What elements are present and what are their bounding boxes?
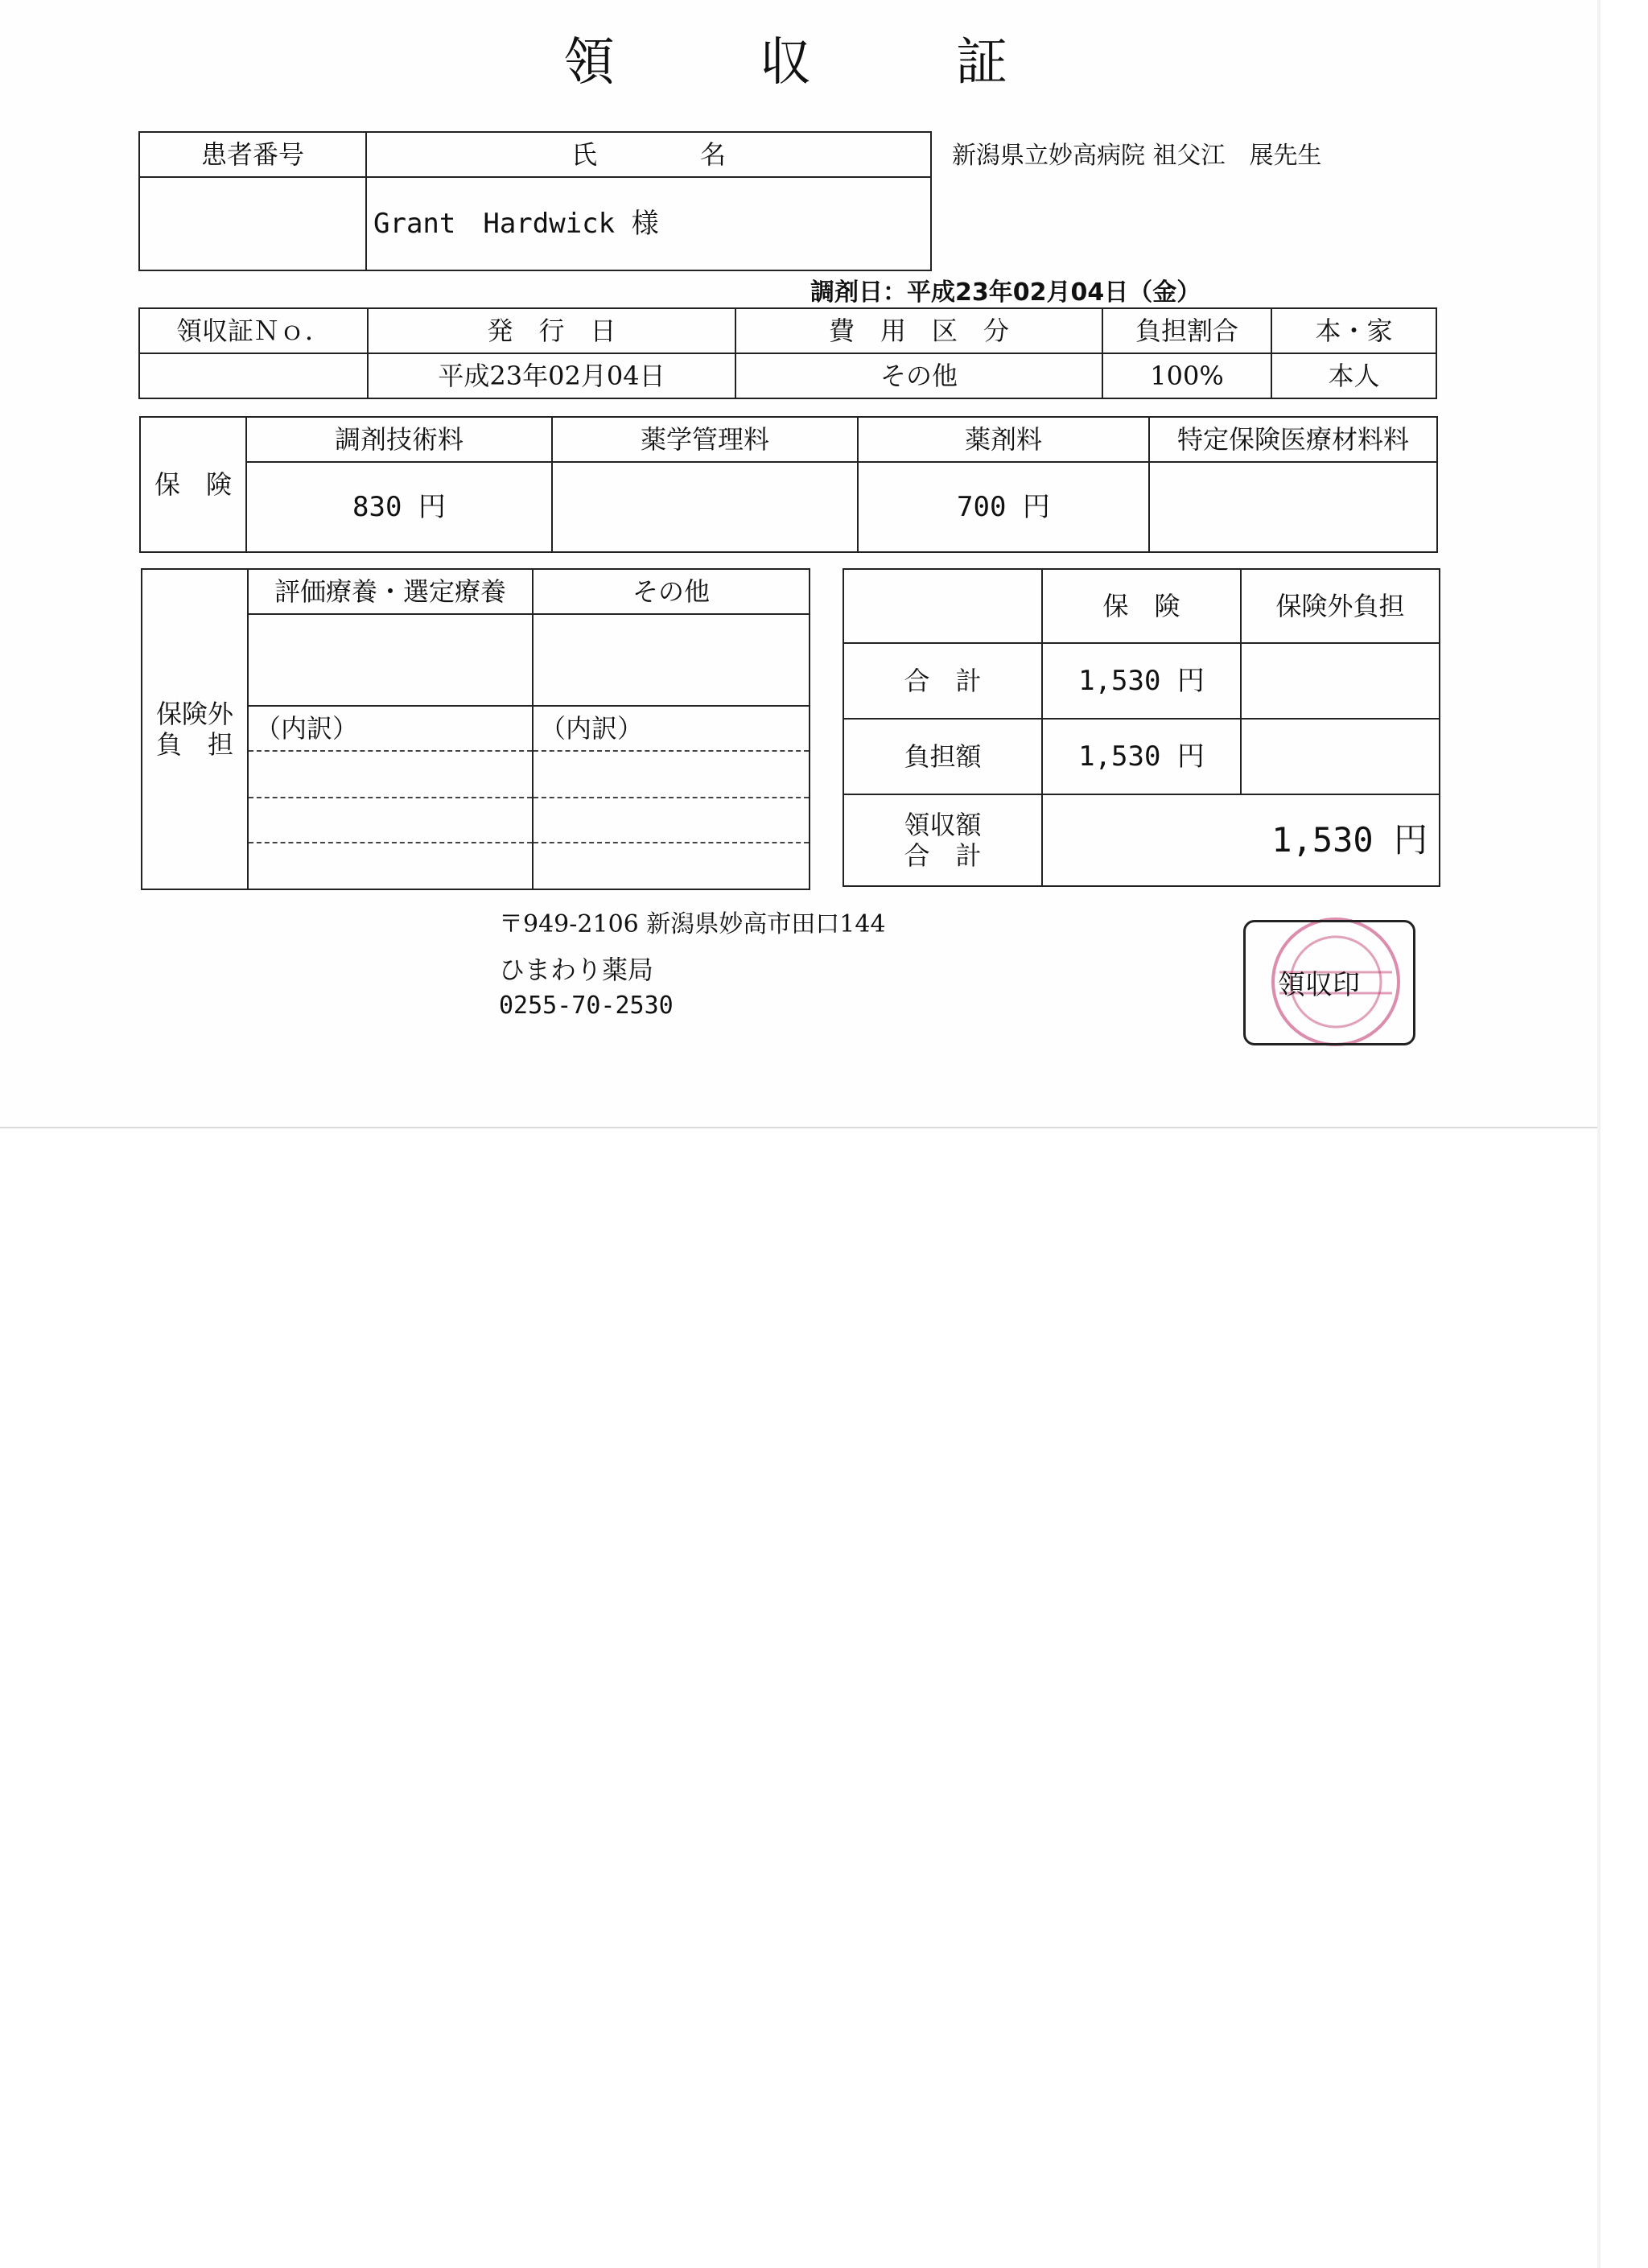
totals-non-insurance-header: 保険外負担 — [1241, 569, 1440, 643]
insurance-label: 保 険 — [140, 417, 246, 552]
other-value — [533, 614, 810, 706]
pharmacy-address: 〒949-2106 新潟県妙高市田口144 — [499, 910, 886, 938]
breakdown-right-row — [533, 843, 810, 889]
burden-ratio-header: 負担割合 — [1102, 308, 1271, 353]
breakdown-right-row — [533, 751, 810, 798]
other-header: その他 — [533, 569, 810, 614]
pharmacy-mgmt-fee-header: 薬学管理料 — [552, 417, 858, 462]
non-insurance-label-line1: 保険外 — [155, 698, 233, 729]
info-table — [138, 307, 1437, 399]
receipt-no-header: 領収証Ｎｏ． — [139, 308, 368, 353]
cost-category-value: その他 — [735, 353, 1102, 398]
dispensing-fee-value: 830 円 — [246, 462, 552, 552]
burden-insurance-value: 1,530 円 — [1042, 719, 1241, 794]
issue-date-header: 発 行 日 — [368, 308, 735, 353]
breakdown-left-row — [248, 798, 533, 843]
receipt-total-value: 1,530 円 — [1042, 794, 1440, 886]
patient-table — [138, 131, 932, 271]
evaluation-care-header: 評価療養・選定療養 — [248, 569, 533, 614]
patient-name-header: 氏 名 — [366, 132, 931, 177]
insured-type-header: 本・家 — [1271, 308, 1436, 353]
total-row-label: 合 計 — [843, 643, 1042, 719]
pharmacy-phone: 0255-70-2530 — [499, 992, 674, 1020]
breakdown-left-row — [248, 751, 533, 798]
insurance-table — [139, 416, 1438, 553]
total-insurance-value: 1,530 円 — [1042, 643, 1241, 719]
total-non-insurance-value — [1241, 643, 1440, 719]
non-insurance-label — [142, 569, 248, 889]
patient-id-value — [139, 177, 366, 270]
receipt-total-label-line2: 合 計 — [904, 840, 982, 871]
receipt-stamp-label: 領収印 — [1278, 969, 1360, 1001]
totals-insurance-header: 保 険 — [1042, 569, 1241, 643]
totals-corner — [843, 569, 1042, 643]
non-insurance-label-line2: 負 担 — [155, 729, 233, 760]
patient-name-value: Grant Hardwick 様 — [366, 177, 931, 270]
medical-material-fee-value — [1149, 462, 1437, 552]
receipt-title: 領 収 証 — [563, 33, 1007, 93]
burden-ratio-value: 100% — [1102, 353, 1271, 398]
totals-table — [843, 568, 1440, 887]
breakdown-right-label: （内訳） — [533, 706, 810, 751]
drug-fee-header: 薬剤料 — [858, 417, 1149, 462]
cost-category-header: 費 用 区 分 — [735, 308, 1102, 353]
dispense-date: 調剤日：平成23年02月04日（金） — [810, 278, 1201, 307]
receipt-total-label — [843, 794, 1042, 886]
burden-non-insurance-value — [1241, 719, 1440, 794]
pharmacy-name: ひまわり薬局 — [499, 955, 654, 985]
medical-material-fee-header: 特定保険医療材料料 — [1149, 417, 1437, 462]
receipt-no-value — [139, 353, 368, 398]
issue-date-value: 平成23年02月04日 — [368, 353, 735, 398]
patient-id-header: 患者番号 — [139, 132, 366, 177]
breakdown-left-row — [248, 843, 533, 889]
evaluation-care-value — [248, 614, 533, 706]
pharmacy-mgmt-fee-value — [552, 462, 858, 552]
receipt-total-label-line1: 領収額 — [904, 809, 982, 840]
insured-type-value: 本人 — [1271, 353, 1436, 398]
burden-row-label: 負担額 — [843, 719, 1042, 794]
non-insurance-table — [141, 568, 810, 890]
drug-fee-value: 700 円 — [858, 462, 1149, 552]
dispensing-fee-header: 調剤技術料 — [246, 417, 552, 462]
breakdown-right-row — [533, 798, 810, 843]
scan-edge — [1597, 0, 1601, 2268]
hospital-doctor: 新潟県立妙高病院 祖父江 展先生 — [952, 142, 1322, 170]
breakdown-left-label: （内訳） — [248, 706, 533, 751]
